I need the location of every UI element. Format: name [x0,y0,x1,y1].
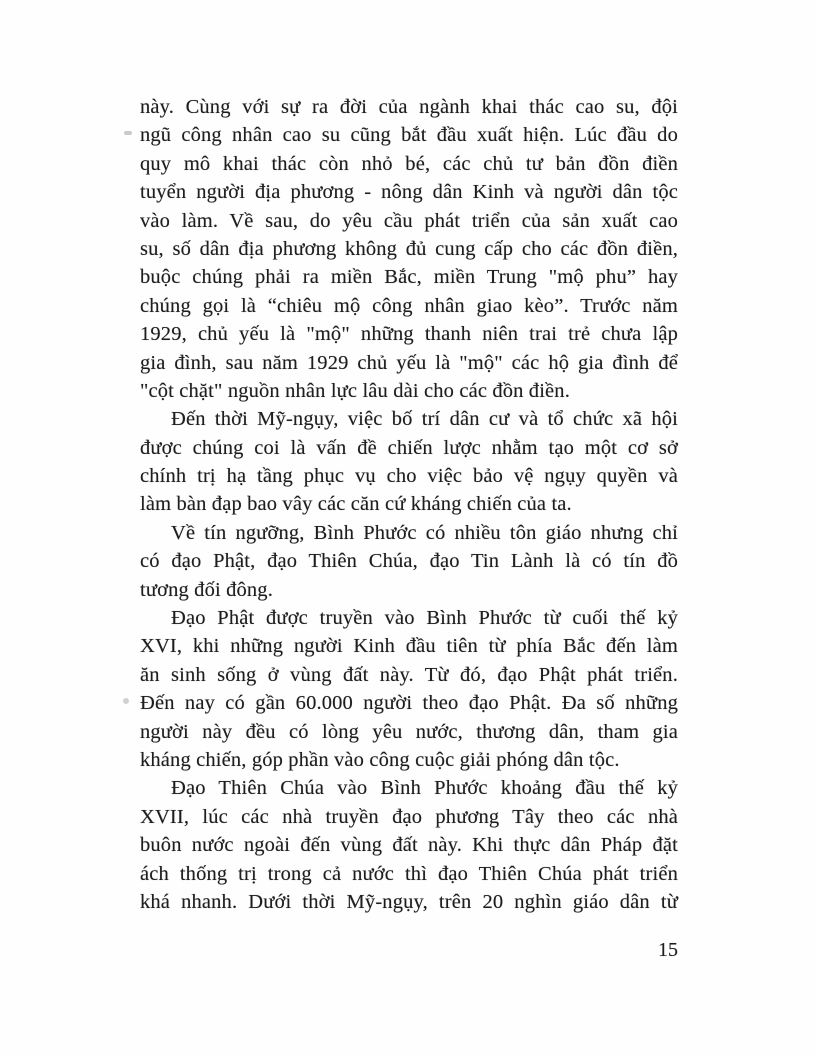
page-text [140,93,678,916]
text-line: vào làm. Về sau, do yêu cầu phát triển của sản xuất cao [140,209,678,232]
text-line: "cột chặt" nguồn nhân lực lâu dài cho các đồn điền. [140,379,570,402]
text-line: 1929, chủ yếu là "mộ" những thanh niên trai trẻ chưa lập [140,323,678,346]
text-line: Đạo Phật được truyền vào Bình Phước từ cuối thế kỷ [171,607,678,630]
text-line: quy mô khai thác còn nhỏ bé, các chủ tư bản đồn điền [140,152,678,175]
text-line: người này đều có lòng yêu nước, thương dân, tham gia [140,720,678,743]
text-line: có đạo Phật, đạo Thiên Chúa, đạo Tin Lành là có tín đồ [140,550,678,573]
text-line: này. Cùng với sự ra đời của ngành khai thác cao su, đội [140,96,678,118]
text-line: XVI, khi những người Kinh đầu tiên từ phía Bắc đến làm [140,635,678,658]
text-line: chính trị hạ tầng phục vụ cho việc bảo vệ ngụy quyền và [140,465,678,488]
text-line: buộc chúng phải ra miền Bắc, miền Trung "mộ phu” hay [140,266,678,289]
scan-artifact [123,698,129,704]
text-line: su, số dân địa phương không đủ cung cấp cho các đồn điền, [140,237,678,260]
text-line: Đến nay có gần 60.000 người theo đạo Phật. Đa số những [140,692,678,715]
text-line: chúng gọi là “chiêu mộ công nhân giao kèo”. Trước năm [140,294,678,317]
text-line: buôn nước ngoài đến vùng đất này. Khi thực dân Pháp đặt [140,834,678,857]
scan-artifact [124,131,132,135]
text-line: tương đối đông. [140,578,273,601]
text-line: gia đình, sau năm 1929 chủ yếu là "mộ" các hộ gia đình để [140,351,678,374]
text-line: tuyển người địa phương - nông dân Kinh và người dân tộc [140,181,678,204]
text-line: Về tín ngưỡng, Bình Phước có nhiều tôn giáo nhưng chỉ [171,521,678,544]
text-line: kháng chiến, góp phần vào công cuộc giải phóng dân tộc. [140,748,620,771]
text-line: được chúng coi là vấn đề chiến lược nhằm tạo một cơ sở [140,436,678,459]
text-line: Đến thời Mỹ-ngụy, việc bố trí dân cư và tổ chức xã hội [171,408,678,431]
text-line: ách thống trị trong cả nước thì đạo Thiên Chúa phát triển [140,862,678,885]
text-line: XVII, lúc các nhà truyền đạo phương Tây theo các nhà [140,805,678,828]
text-line: ngũ công nhân cao su cũng bắt đầu xuất hiện. Lúc đầu do [140,124,678,147]
text-line: khá nhanh. Dưới thời Mỹ-ngụy, trên 20 nghìn giáo dân từ [140,890,678,913]
page-number: 15 [658,939,678,961]
text-line: ăn sinh sống ở vùng đất này. Từ đó, đạo Phật phát triển. [140,663,678,686]
text-line: Đạo Thiên Chúa vào Bình Phước khoảng đầu thế kỷ [171,777,678,800]
text-line: làm bàn đạp bao vây các căn cứ kháng chiến của ta. [140,493,572,516]
